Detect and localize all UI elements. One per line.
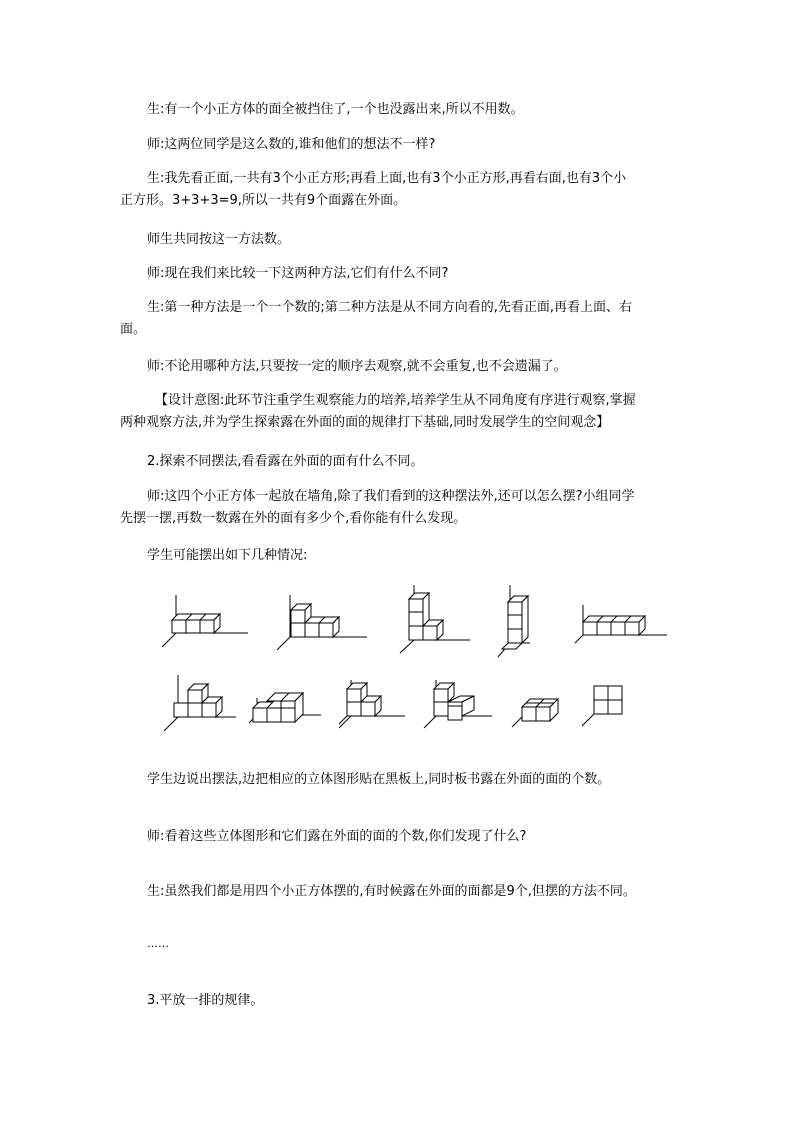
arrangement-7 [245,690,325,735]
ellipsis: …… [147,937,169,950]
paragraph-7: 师:不论用哪种方法,只要按一定的顺序去观察,就不会重复,也不会遗漏了。 [147,359,567,374]
paragraph-11: 师:看着这些立体图形和它们露在外面的面的个数,你们发现了什么? [147,829,527,844]
arrangement-8 [335,680,410,735]
paragraph-6b: 面。 [120,322,147,337]
paragraph-4: 师生共同按这一方法数。 [147,232,291,247]
arrangement-1 [158,595,248,655]
paragraph-2: 师:这两位同学是这么数的,谁和他们的想法不一样? [147,137,436,152]
paragraph-6a: 生:第一种方法是一个一个数的;第二种方法是从不同方向看的,先看正面,再看上面、右 [147,300,633,315]
section-heading-3: 3.平放一排的规律。 [147,993,264,1008]
paragraph-9: 学生可能摆出如下几种情况: [147,548,308,563]
arrangement-11 [580,678,630,733]
arrangement-9 [420,680,500,735]
section-heading-2: 2.探索不同摆法,看看露在外面的面有什么不同。 [147,454,424,469]
arrangement-2 [275,595,370,655]
arrangement-3 [392,585,472,660]
paragraph-10: 学生边说出摆法,边把相应的立体图形贴在黑板上,同时板书露在外面的面的个数。 [147,772,611,787]
paragraph-12: 生:虽然我们都是用四个小正方体摆的,有时候露在外面的面都是9个,但摆的方法不同。 [147,884,636,899]
paragraph-8b: 先摆一摆,再数一数露在外的面有多少个,看你能有什么发现。 [120,511,467,526]
design-note-line-1: 【设计意图:此环节注重学生观察能力的培养,培养学生从不同角度有序进行观察,掌握 [155,393,636,408]
paragraph-3b: 正方形。3+3+3=9,所以一共有9个面露在外面。 [120,193,407,208]
design-note-line-2: 两种观察方法,并为学生探索露在外面的面的规律打下基础,同时发展学生的空间观念】 [120,415,610,430]
cube-arrangements-figure [150,580,690,740]
paragraph-3a: 生:我先看正面,一共有3个小正方形;再看上面,也有3个小正方形,再看右面,也有3个小 [147,171,627,186]
arrangement-6 [160,675,240,735]
arrangement-10 [510,695,570,735]
paragraph-8a: 师:这四个小正方体一起放在墙角,除了我们看到的这种摆法外,还可以怎么摆?小组同学 [147,489,635,504]
paragraph-5: 师:现在我们来比较一下这两种方法,它们有什么不同? [147,266,449,281]
paragraph-1: 生:有一个小正方体的面全被挡住了,一个也没露出来,所以不用数。 [147,102,524,117]
arrangement-5 [575,605,670,655]
arrangement-4 [490,585,540,665]
